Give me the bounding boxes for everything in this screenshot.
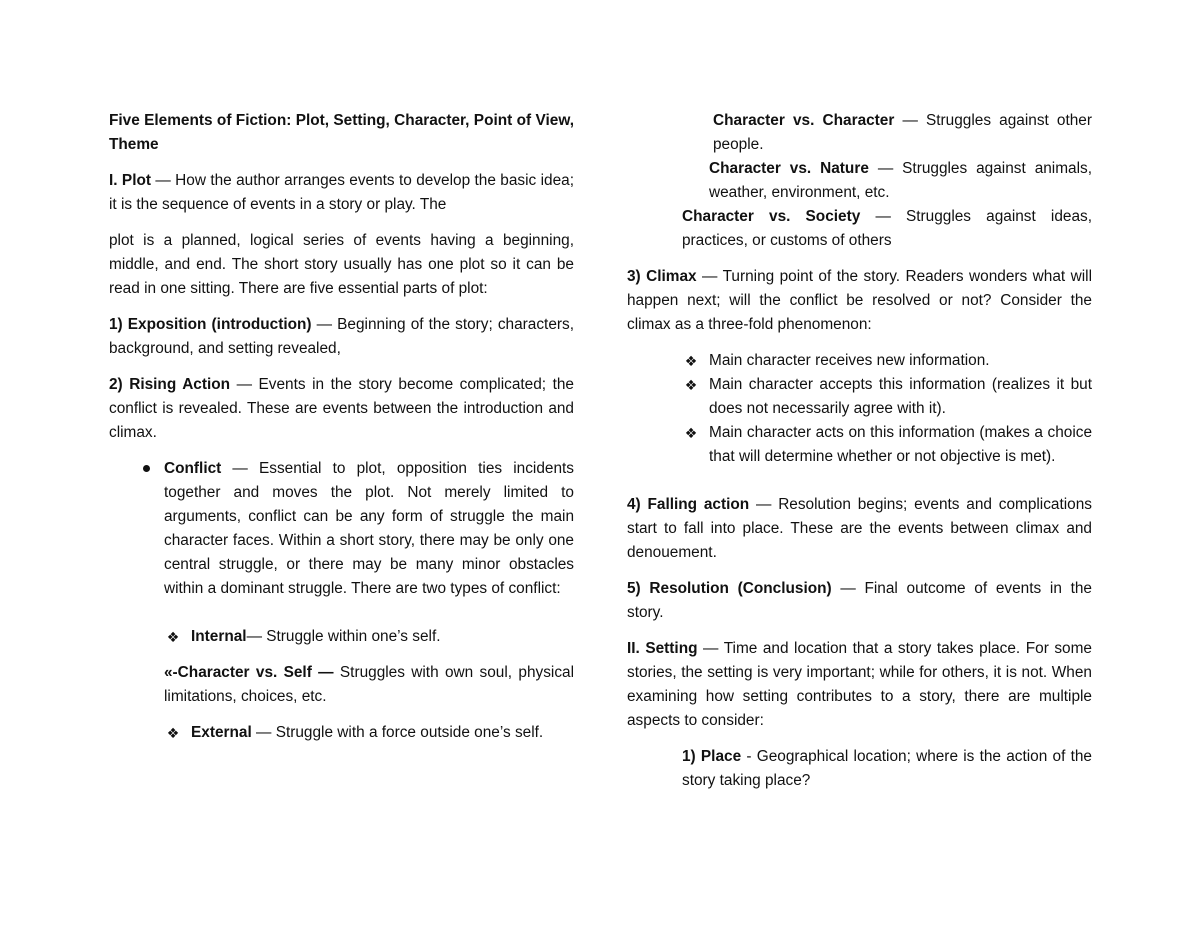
character-vs-self: «-Character vs. Self — Struggles with own soul, physical limitations, choices, etc. [164,664,574,705]
right-column [627,109,1092,793]
diamond-bullet-icon: ❖ [166,725,180,741]
exposition-paragraph: 1) Exposition (introduction) — Beginning of the story; characters, background, and setting revealed, [109,316,574,357]
character-vs-society: Character vs. Society — Struggles against ideas, practices, or customs of others [682,208,1092,249]
left-column [109,109,574,745]
falling-action-paragraph: 4) Falling action — Resolution begins; events and complications start to fall into place. These are the events between climax and denouement. [627,496,1092,561]
rising-action-paragraph: 2) Rising Action — Events in the story become complicated; the conflict is revealed. These are events between the introduction and climax. [109,376,574,441]
plot-body: plot is a planned, logical series of events having a beginning, middle, and end. The short story usually has one plot so it can be read in one sitting. There are five essential parts of plot: [109,232,574,297]
internal-item: ❖ Internal— Struggle within one’s self. [191,625,574,649]
list-item: ❖ Main character receives new information. [709,349,1092,373]
plot-intro: I. Plot — How the author arranges events to develop the basic idea; it is the sequence of events in a story or play. The [109,172,574,213]
diamond-bullet-icon: ❖ [684,353,698,369]
resolution-paragraph: 5) Resolution (Conclusion) — Final outcome of events in the story. [627,580,1092,621]
climax-paragraph: 3) Climax — Turning point of the story. Readers wonders what will happen next; will the conflict be resolved or not? Consider the climax as a three-fold phenomenon: [627,268,1092,333]
diamond-bullet-icon: ❖ [166,629,180,645]
external-item: ❖ External — Struggle with a force outside one’s self. [191,721,574,745]
diamond-bullet-icon: ❖ [684,425,698,441]
list-item: ❖ Main character accepts this information (realizes it but does not necessarily agree with it). [709,373,1092,421]
climax-list [684,349,1092,469]
place-paragraph: 1) Place - Geographical location; where is the action of the story taking place? [682,748,1092,789]
character-vs-character: Character vs. Character — Struggles against other people. [713,112,1092,153]
character-vs-nature: Character vs. Nature — Struggles against animals, weather, environment, etc. [709,160,1092,201]
conflict-block [164,457,574,745]
setting-paragraph: II. Setting — Time and location that a story takes place. For some stories, the setting is very important; while for others, it is not. When examining how setting contributes to a story, there are multiple aspects to consider: [627,640,1092,729]
diamond-bullet-icon: ❖ [684,377,698,393]
conflict-item: Conflict — Essential to plot, opposition ties incidents together and moves the plot. Not merely limited to arguments, conflict can be any form of struggle the main character faces. Within a short story, there may be only one central struggle, or there may be many minor obstacles within a dominant struggle. There are two types of conflict: [164,457,574,601]
bullet-dot-icon [139,457,153,481]
list-item: ❖ Main character acts on this information (makes a choice that will determine whether or not objective is met). [709,421,1092,469]
document-title: Five Elements of Fiction: Plot, Setting, Character, Point of View, Theme [109,112,574,153]
